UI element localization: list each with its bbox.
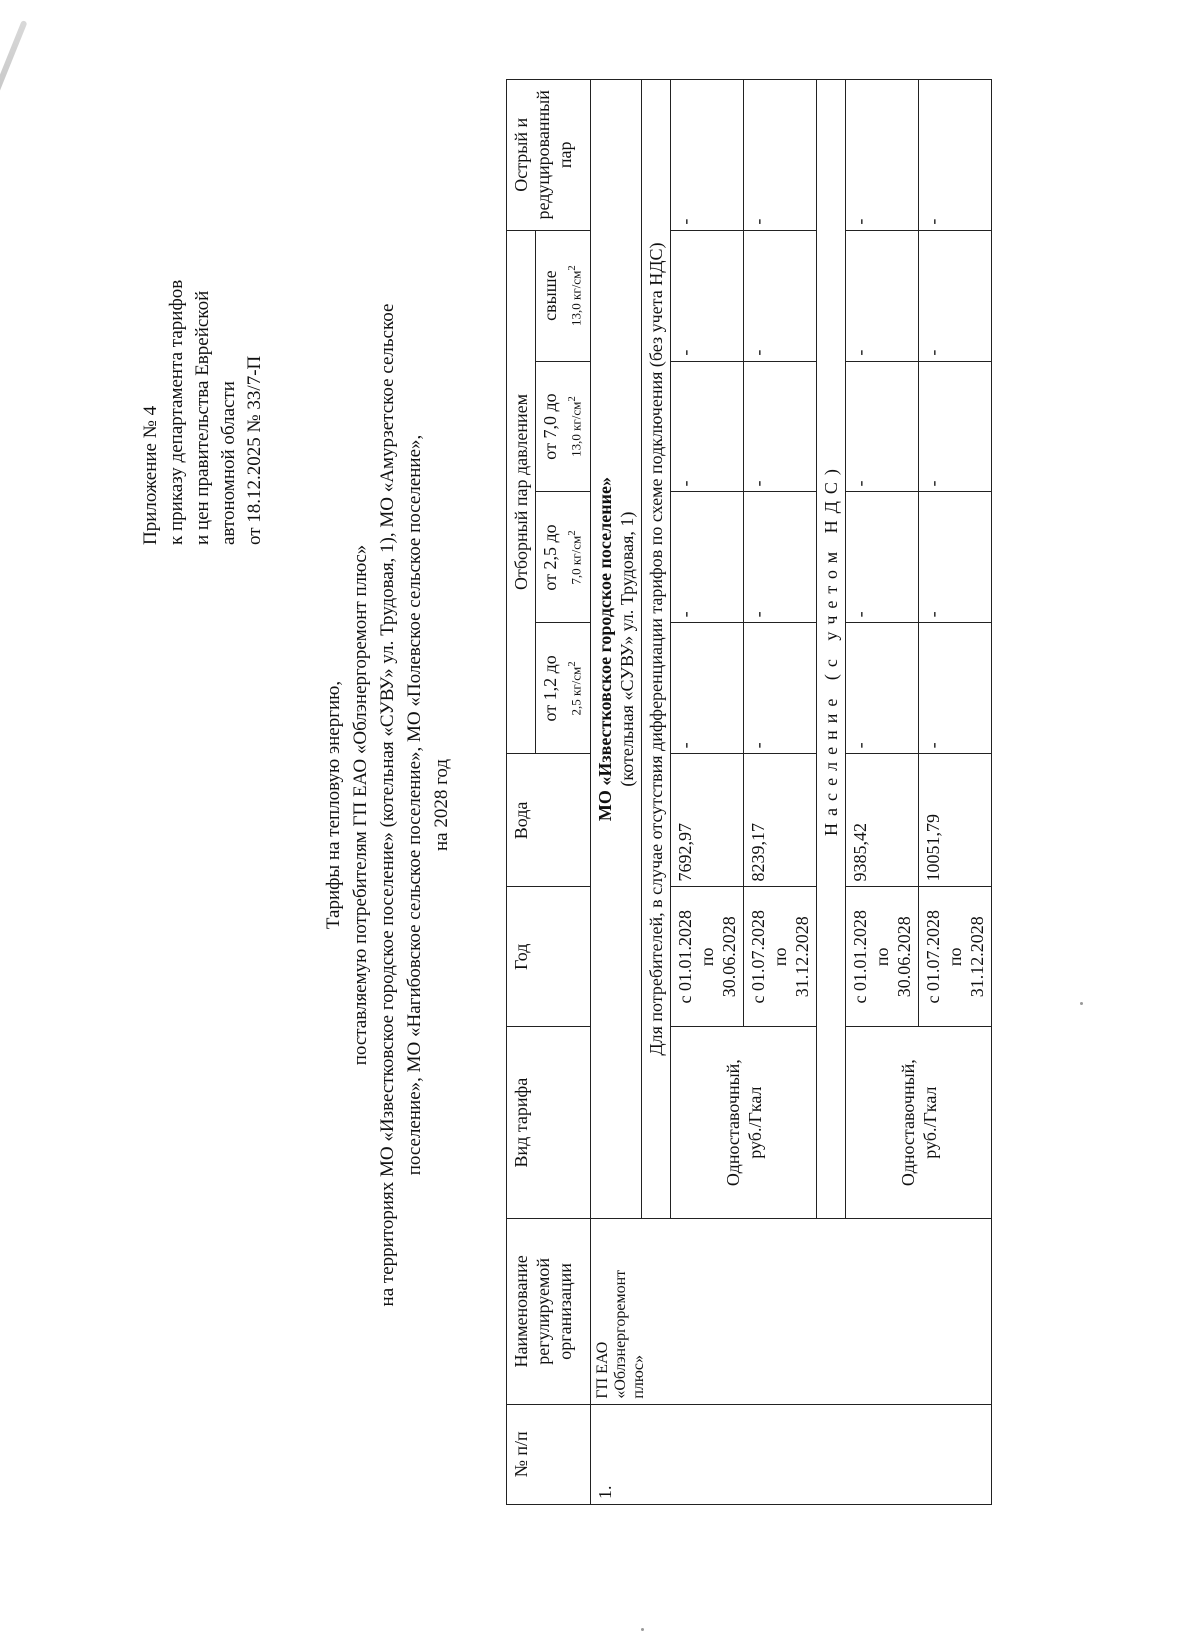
steam-value: - (919, 492, 992, 623)
pressure-unit: 7,0 $кг/см^2$ (566, 530, 584, 585)
header-water: Вода (507, 754, 591, 887)
appendix-line: к приказу департамента тарифов (166, 279, 187, 545)
steam-value: - (744, 623, 817, 754)
header-sharp-steam: Острый и редуцированный пар (507, 80, 591, 231)
steam-value: - (671, 361, 744, 492)
steam-value: - (671, 623, 744, 754)
header-num: № п/п (507, 1404, 591, 1504)
pressure-range: от 7,0 до (540, 393, 560, 460)
steam-value: - (846, 492, 919, 623)
period-cell: с 01.01.2028 по 30.06.2028 (846, 887, 919, 1027)
title-line: на 2028 год (431, 758, 452, 852)
steam-value: - (846, 230, 919, 361)
section-no-vat: Для потребителей, в случае отсутствия дифференциации тарифов по схеме подключения (без учета НДС) (642, 80, 671, 1219)
mo-heading (591, 80, 642, 1219)
pressure-unit: 2,5 $кг/см^2$ (566, 661, 584, 716)
steam-value: - (671, 492, 744, 623)
steam-value: - (744, 361, 817, 492)
appendix-line: автономной области (218, 381, 239, 545)
steam-value: - (744, 230, 817, 361)
period-cell: с 01.07.2028 по 31.12.2028 (744, 887, 817, 1027)
sharp-steam-value: - (846, 80, 919, 231)
title-line: поставляемую потребителям ГП ЕАО «Облэнергоремонт плюс» (350, 544, 371, 1066)
title-line: поселение», МО «Нагибовское сельское поселение», МО «Полевское сельское поселение», (404, 434, 425, 1176)
tariff-type-cell: Одноставочный, руб./Гкал (671, 1027, 817, 1219)
water-value: 8239,17 (744, 754, 817, 887)
pressure-range: от 2,5 до (540, 524, 560, 591)
row-number: 1. (591, 1404, 992, 1504)
steam-value: - (846, 361, 919, 492)
mo-subtitle: (котельная «СУВУ» ул. Трудовая, 1) (617, 511, 638, 787)
steam-value: - (671, 230, 744, 361)
section-population: Население (с учетом НДС) (817, 80, 846, 1219)
title-line: Тарифы на тепловую энергию, (323, 680, 344, 930)
header-year: Год (507, 887, 591, 1027)
org-name: ГП ЕАО «Облэнергоремонт плюс» (591, 1219, 992, 1404)
steam-value: - (919, 361, 992, 492)
header-row (507, 80, 536, 1505)
header-pressure-1 (536, 623, 591, 754)
header-pressure-3 (536, 361, 591, 492)
title-line: на территориях МО «Известковское городское поселение» (котельная «СУВУ» ул. Трудовая, 1), МО «Амурзетское сельское (377, 303, 398, 1307)
steam-value: - (846, 623, 919, 754)
steam-value: - (919, 623, 992, 754)
pressure-range: свыше (540, 270, 560, 321)
steam-value: - (919, 230, 992, 361)
header-pressure-2 (536, 492, 591, 623)
sharp-steam-value: - (671, 80, 744, 231)
pressure-unit: 13,0 $кг/см^2$ (566, 396, 584, 457)
mo-title: МО «Известковское городское поселение» (595, 477, 616, 822)
pressure-unit: 13,0 $кг/см^2$ (566, 265, 584, 326)
steam-value: - (744, 492, 817, 623)
header-pressure-4 (536, 230, 591, 361)
tariff-table (506, 79, 992, 1505)
sharp-steam-value: - (919, 80, 992, 231)
tariff-type-cell: Одноставочный, руб./Гкал (846, 1027, 992, 1219)
appendix-block (138, 280, 268, 545)
period-cell: с 01.01.2028 по 30.06.2028 (671, 887, 744, 1027)
header-org: Наименование регулируемой организации (507, 1219, 591, 1404)
header-steam: Отборный пар давлением (507, 230, 536, 754)
appendix-line: Приложение № 4 (140, 405, 161, 545)
period-cell: с 01.07.2028 по 31.12.2028 (919, 887, 992, 1027)
water-value: 7692,97 (671, 754, 744, 887)
mo-row (591, 80, 642, 1505)
appendix-line: и цен правительства Еврейской (192, 290, 213, 545)
pressure-range: от 1,2 до (540, 655, 560, 722)
appendix-line: от 18.12.2025 № 33/7-П (244, 355, 265, 545)
document-title (320, 105, 455, 1505)
water-value: 9385,42 (846, 754, 919, 887)
water-value: 10051,79 (919, 754, 992, 887)
header-tariff-type: Вид тарифа (507, 1027, 591, 1219)
scan-speck (641, 1628, 644, 1631)
rotated-page (20, 35, 1180, 1625)
sharp-steam-value: - (744, 80, 817, 231)
